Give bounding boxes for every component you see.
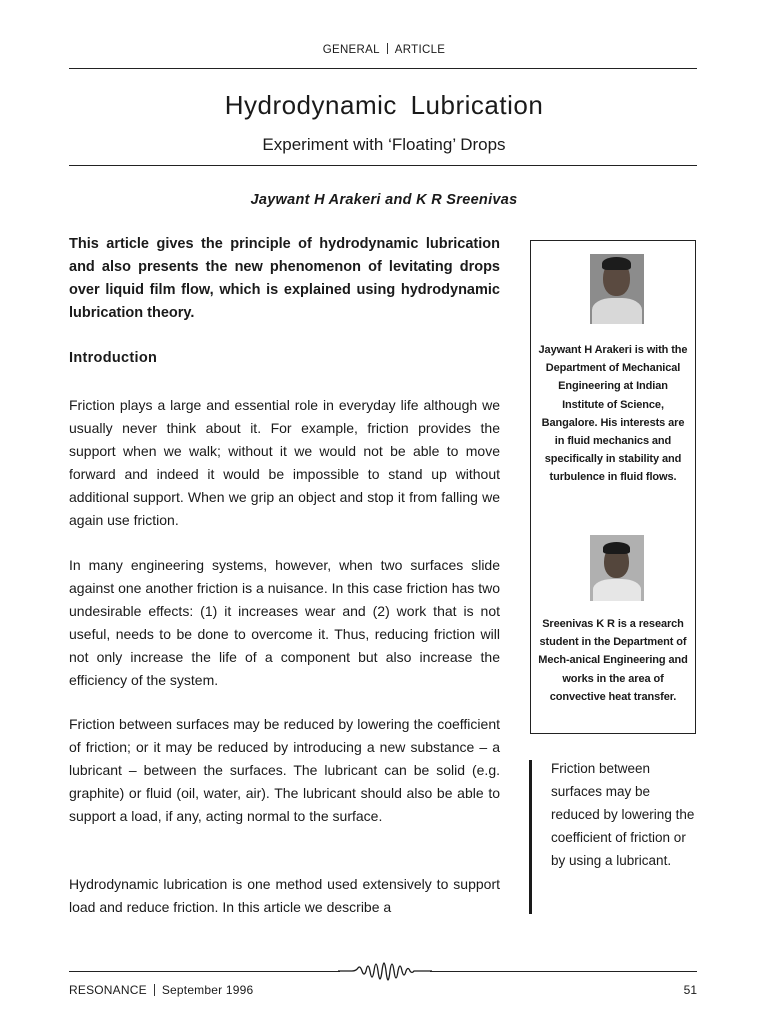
article-authors: Jaywant H Arakeri and K R Sreenivas — [250, 192, 518, 208]
article-title: Hydrodynamic Lubrication — [224, 90, 544, 120]
pullquote: Friction between surfaces may be reduced by lowering the coefficient of friction or by using a lubricant. — [551, 761, 695, 868]
footer-rule-left — [69, 971, 340, 972]
author-photo-sreenivas — [590, 535, 644, 601]
body-paragraph: In many engineering systems, however, when two surfaces slide against one another friction is a nuisance. In this case friction has two undesirable effects: (1) it increases wear and (2) work that is not useful, needs to be done to overcome it. Thus, reducing friction will not only increase the life of a component but also increase the efficiency of the system. — [69, 557, 500, 688]
header-type: ARTICLE — [394, 44, 446, 56]
header-section: GENERAL — [322, 44, 380, 56]
footer-separator — [154, 984, 155, 996]
abstract: This article gives the principle of hydrodynamic lubrication and also presents the new phenomenon of levitating drops over liquid film flow, which is explained using hydrodynamic lubrication theory. — [69, 236, 500, 321]
title-rule — [69, 165, 697, 166]
footer-rule-right — [430, 971, 697, 972]
wave-squiggle-icon — [338, 955, 432, 991]
section-heading-introduction: Introduction — [69, 350, 158, 366]
author-bio-arakeri: Jaywant H Arakeri is with the Department of Mechanical Engineering at Indian Institute of Science, Bangalore. His interests are in fluid mechanics and specifically in stability and turbulence in fluid flows. — [538, 344, 688, 484]
body-paragraph: Friction plays a large and essential role in everyday life although we usually never think about it. For example, friction provides the support when we walk; without it we would not be able to move forward and indeed it would be impossible to stand up without additional support. When we grip an object and stop it from falling we again use friction. — [69, 397, 500, 528]
running-header — [0, 43, 768, 56]
header-separator — [387, 43, 388, 54]
author-photo-arakeri — [590, 254, 644, 324]
pullquote-bar — [529, 760, 532, 914]
footer-journal — [69, 983, 253, 997]
author-bio-sreenivas: Sreenivas K R is a research student in the Department of Mech-anical Engineering and works in the area of convective heat transfer. — [538, 618, 688, 703]
article-subtitle: Experiment with ‘Floating’ Drops — [262, 135, 506, 154]
author-bio-box — [530, 240, 696, 734]
page-number: 51 — [683, 983, 697, 997]
footer-date: September 1996 — [161, 983, 254, 997]
body-paragraph: Friction between surfaces may be reduced by lowering the coefficient of friction; or it may be reduced by introducing a new substance – a lubricant – between the surfaces. The lubricant can be solid (e.g. graphite) or fluid (oil, water, air). The lubricant should also be able to support a load, if any, acting normal to the surface. — [69, 716, 500, 824]
header-rule — [69, 68, 697, 69]
footer-journal-name: RESONANCE — [69, 983, 147, 997]
body-paragraph: Hydrodynamic lubrication is one method used extensively to support load and reduce friction. In this article we describe a — [69, 876, 500, 915]
